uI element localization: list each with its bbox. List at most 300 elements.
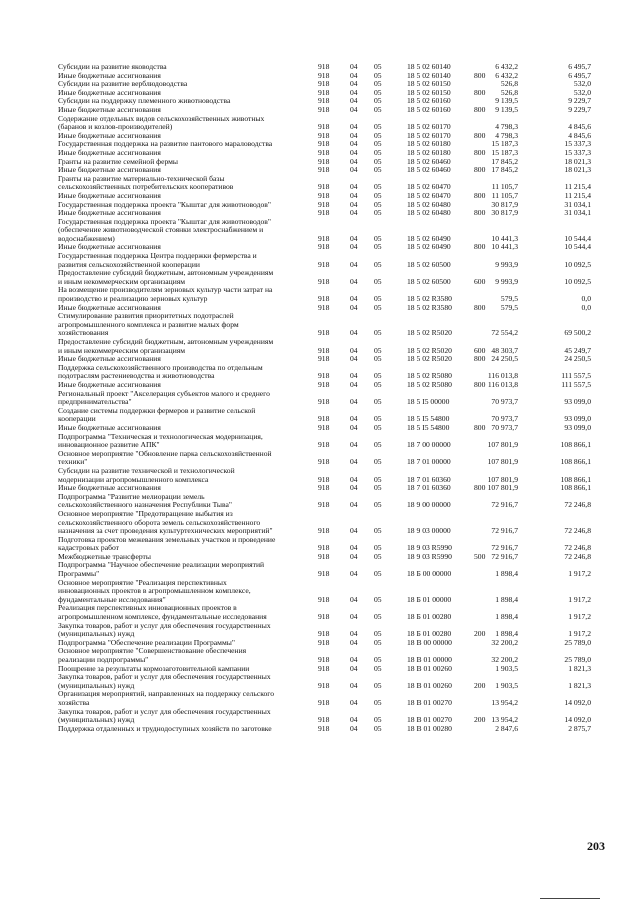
amount-year2-cell: 10 092,5 [564,276,591,286]
admin-code-cell: 918 [318,345,330,355]
section-code-cell: 04 [350,302,358,312]
amount-year2-cell: 93 099,0 [564,414,591,424]
target-article-cell: 18 5 02 60160 [407,96,451,106]
amount-year2-cell: 111 557,5 [561,380,591,389]
amount-year1-cell: 116 013,8 [487,371,518,381]
admin-code-cell: 918 [318,414,330,424]
section-code-cell: 04 [350,294,358,304]
expense-type-cell: 800 [474,380,486,389]
subsection-code-cell: 05 [374,440,382,450]
admin-code-cell: 918 [318,208,330,218]
amount-year1-cell: 72 554,2 [491,328,518,338]
amount-year2-cell: 69 500,2 [564,328,591,338]
amount-year2-cell: 532,0 [573,87,591,97]
amount-year1-cell: 15 187,3 [491,147,518,157]
target-article-cell: 18 В 01 00270 [407,715,452,725]
table-row [0,493,639,510]
target-article-cell: 18 5 02 R3580 [407,294,452,304]
subsection-code-cell: 05 [374,345,382,355]
subsection-code-cell: 05 [374,483,382,493]
amount-year1-cell: 32 200,2 [491,637,518,647]
expense-type-cell: 800 [474,130,486,140]
amount-year2-cell: 14 092,0 [564,715,591,725]
subsection-code-cell: 05 [374,328,382,338]
item-name-cell: Иные бюджетные ассигнования [58,147,161,157]
amount-year2-cell: 4 845,6 [568,130,591,140]
amount-year2-cell: 108 866,1 [560,483,591,493]
expense-type-cell: 800 [474,242,486,252]
table-row [0,510,639,536]
target-article-cell: 18 9 03 R5990 [407,543,452,553]
admin-code-cell: 918 [318,594,330,604]
item-name-cell: Создание системы поддержки фермеров и развитие сельской кооперации [58,405,256,424]
admin-code-cell: 918 [318,551,330,561]
subsection-code-cell: 05 [374,199,382,209]
item-name-cell: Иные бюджетные ассигнования [58,422,161,432]
table-row [0,536,639,553]
amount-year1-cell: 70 973,7 [491,422,518,432]
amount-year2-cell: 93 099,0 [564,397,591,407]
target-article-cell: 18 5 02 60490 [407,233,451,243]
subsection-code-cell: 05 [374,87,382,97]
target-article-cell: 18 В 01 00280 [407,723,452,733]
item-name-cell: Государственная поддержка на развитие пантового мараловодства [58,139,273,149]
subsection-code-cell: 05 [374,629,382,639]
subsection-code-cell: 05 [374,208,382,218]
subsection-code-cell: 05 [374,551,382,561]
amount-year1-cell: 9 993,9 [495,276,518,286]
target-article-cell: 18 7 01 60360 [407,474,451,484]
table-row [0,725,639,734]
amount-year2-cell: 9 229,7 [568,96,591,106]
section-code-cell: 04 [350,663,358,673]
admin-code-cell: 918 [318,380,330,389]
admin-code-cell: 918 [318,680,330,690]
expense-type-cell: 200 [474,715,486,725]
amount-year2-cell: 0,0 [581,302,591,312]
target-article-cell: 18 9 03 R5990 [407,551,452,561]
subsection-code-cell: 05 [374,380,382,389]
amount-year2-cell: 111 557,5 [561,371,591,381]
subsection-code-cell: 05 [374,474,382,484]
amount-year1-cell: 32 200,2 [491,655,518,665]
section-code-cell: 04 [350,474,358,484]
section-code-cell: 04 [350,208,358,218]
target-article-cell: 18 В 00 00000 [407,637,452,647]
admin-code-cell: 918 [318,723,330,733]
subsection-code-cell: 05 [374,139,382,149]
subsection-code-cell: 05 [374,612,382,622]
subsection-code-cell: 05 [374,715,382,725]
target-article-cell: 18 Б 01 00280 [407,612,452,622]
amount-year1-cell: 17 845,2 [491,156,518,166]
item-name-cell: Государственная поддержка проекта "Кыштаг для животноводов" [58,199,271,209]
target-article-cell: 18 5 02 R5020 [407,328,452,338]
amount-year1-cell: 13 954,2 [491,715,518,725]
target-article-cell: 18 5 02 R5020 [407,345,452,355]
item-name-cell: Иные бюджетные ассигнования [58,104,161,114]
target-article-cell: 18 В 01 00260 [407,663,452,673]
section-code-cell: 04 [350,276,358,286]
amount-year2-cell: 1 917,2 [568,612,591,622]
section-code-cell: 04 [350,371,358,381]
admin-code-cell: 918 [318,500,330,510]
subsection-code-cell: 05 [374,294,382,304]
target-article-cell: 18 9 00 00000 [407,500,451,510]
subsection-code-cell: 05 [374,276,382,286]
amount-year2-cell: 4 845,6 [568,122,591,132]
item-name-cell: Поощрение за результаты кормозаготовительной кампании [58,663,250,673]
amount-year1-cell: 10 441,3 [491,242,518,252]
item-name-cell: Субсидии на развитие технической и технологической модернизации агропромышленного комплекса [58,465,235,484]
amount-year2-cell: 1 821,3 [568,663,591,673]
amount-year1-cell: 6 432,2 [495,62,518,71]
target-article-cell: 18 5 I5 54800 [407,422,450,432]
amount-year2-cell: 1 917,2 [568,594,591,604]
target-article-cell: 18 5 02 60180 [407,139,451,149]
table-row [0,673,639,690]
section-code-cell: 04 [350,139,358,149]
section-code-cell: 04 [350,104,358,114]
section-code-cell: 04 [350,233,358,243]
item-name-cell: Иные бюджетные ассигнования [58,130,161,140]
subsection-code-cell: 05 [374,371,382,381]
amount-year1-cell: 10 441,3 [491,233,518,243]
item-name-cell: Государственная поддержка Центра поддержки фермерства и развития сельскохозяйственной кооперации [58,251,257,269]
table-row [0,708,639,725]
admin-code-cell: 918 [318,130,330,140]
amount-year2-cell: 2 875,7 [568,723,591,733]
amount-year2-cell: 1 917,2 [568,629,591,639]
amount-year2-cell: 6 495,7 [568,70,591,80]
target-article-cell: 18 5 02 R5080 [407,371,452,381]
item-name-cell: Основное мероприятие "Предотвращение выбытия из сельскохозяйственного оборота земель сельскохозяйственного назначения за счет проведения культуртехнических мероприятий" [58,508,273,536]
amount-year1-cell: 1 903,5 [495,680,518,690]
item-name-cell: Основное мероприятие "Совершенствование обеспечения реализации подпрограммы" [58,646,247,665]
admin-code-cell: 918 [318,440,330,450]
section-code-cell: 04 [350,594,358,604]
item-name-cell: Межбюджетные трансферты [58,551,151,561]
item-name-cell: Поддержка отдаленных и труднодоступных хозяйств по заготовке [58,723,272,733]
subsection-code-cell: 05 [374,190,382,200]
subsection-code-cell: 05 [374,663,382,673]
amount-year2-cell: 11 215,4 [564,182,591,192]
subsection-code-cell: 05 [374,147,382,157]
section-code-cell: 04 [350,328,358,338]
amount-year2-cell: 72 246,8 [564,551,591,561]
amount-year2-cell: 1 917,2 [568,569,591,579]
subsection-code-cell: 05 [374,122,382,132]
target-article-cell: 18 5 02 60150 [407,79,451,89]
section-code-cell: 04 [350,156,358,166]
subsection-code-cell: 05 [374,96,382,106]
admin-code-cell: 918 [318,104,330,114]
admin-code-cell: 918 [318,483,330,493]
amount-year2-cell: 24 250,5 [564,354,591,364]
target-article-cell: 18 5 02 60170 [407,122,451,132]
item-name-cell: Иные бюджетные ассигнования [58,354,161,364]
table-row [0,622,639,639]
amount-year1-cell: 72 916,7 [491,543,518,553]
target-article-cell: 18 5 02 60140 [407,62,451,71]
item-name-cell: Иные бюджетные ассигнования [58,165,161,175]
amount-year1-cell: 72 916,7 [491,500,518,510]
item-name-cell: Стимулирование развития приоритетных подотраслей агропромышленного комплекса и развитие малых форм хозяйствования [58,311,239,338]
target-article-cell: 18 Б 00 00000 [407,569,452,579]
expense-type-cell: 800 [474,87,486,97]
amount-year1-cell: 30 817,9 [491,208,518,218]
expense-type-cell: 800 [474,165,486,175]
admin-code-cell: 918 [318,233,330,243]
amount-year2-cell: 25 789,0 [564,637,591,647]
item-name-cell: Субсидии на развитие верблюдоводства [58,79,188,89]
target-article-cell: 18 5 02 60460 [407,156,451,166]
amount-year1-cell: 48 303,7 [491,345,518,355]
expense-type-cell: 200 [474,629,486,639]
item-name-cell: Субсидии на поддержку племенного животноводства [58,96,231,106]
target-article-cell: 18 5 02 60180 [407,147,451,157]
admin-code-cell: 918 [318,242,330,252]
section-code-cell: 04 [350,422,358,432]
admin-code-cell: 918 [318,612,330,622]
table-row [0,604,639,621]
subsection-code-cell: 05 [374,165,382,175]
expense-type-cell: 600 [474,345,486,355]
subsection-code-cell: 05 [374,543,382,553]
admin-code-cell: 918 [318,663,330,673]
amount-year2-cell: 11 215,4 [564,190,591,200]
admin-code-cell: 918 [318,698,330,707]
admin-code-cell: 918 [318,457,330,467]
admin-code-cell: 918 [318,715,330,725]
admin-code-cell: 918 [318,165,330,175]
admin-code-cell: 918 [318,79,330,89]
target-article-cell: 18 В 01 00000 [407,655,452,665]
amount-year1-cell: 579,5 [500,294,518,304]
item-name-cell: Подготовка проектов межевания земельных участков и проведение кадастровых работ [58,534,276,553]
admin-code-cell: 918 [318,70,330,80]
section-code-cell: 04 [350,87,358,97]
amount-year1-cell: 9 139,5 [495,96,518,106]
item-name-cell: Организация мероприятий, направленных на поддержку сельского хозяйства [58,689,275,707]
amount-year2-cell: 0,0 [581,294,591,304]
expense-type-cell: 800 [474,354,486,364]
section-code-cell: 04 [350,551,358,561]
admin-code-cell: 918 [318,655,330,665]
item-name-cell: Иные бюджетные ассигнования [58,70,161,80]
item-name-cell: Основное мероприятие "Реализация перспективных инновационных проектов в агропромышленном комплексе, фундаментальные исследования" [58,577,251,604]
subsection-code-cell: 05 [374,655,382,665]
table-row [0,175,639,192]
amount-year2-cell: 108 866,1 [560,474,591,484]
subsection-code-cell: 05 [374,526,382,536]
target-article-cell: 18 5 02 60500 [407,276,451,286]
table-row [0,286,639,303]
table-row [0,647,639,664]
item-name-cell: Иные бюджетные ассигнования [58,380,161,389]
section-code-cell: 04 [350,680,358,690]
target-article-cell: 18 5 02 60480 [407,199,451,209]
table-row [0,433,639,450]
target-article-cell: 18 5 02 R5080 [407,380,452,389]
amount-year1-cell: 24 250,5 [491,354,518,364]
admin-code-cell: 918 [318,637,330,647]
amount-year1-cell: 11 105,7 [491,182,518,192]
section-code-cell: 04 [350,190,358,200]
admin-code-cell: 918 [318,543,330,553]
item-name-cell: Закупка товаров, работ и услуг для обеспечения государственных (муниципальных) нужд [58,672,271,690]
item-name-cell: Предоставление субсидий бюджетным, автономным учреждениям и иным некоммерческим организациям [58,337,274,355]
target-article-cell: 18 7 01 60360 [407,483,451,493]
expense-type-cell: 500 [474,551,486,561]
amount-year1-cell: 13 954,2 [491,698,518,707]
table-row [0,579,639,605]
footer-rule [540,898,600,899]
subsection-code-cell: 05 [374,62,382,71]
expense-type-cell: 800 [474,147,486,157]
subsection-code-cell: 05 [374,637,382,647]
amount-year2-cell: 18 021,3 [564,165,591,175]
item-name-cell: Основное мероприятие "Обновление парка сельскохозяйственной техники" [58,448,272,467]
section-code-cell: 04 [350,698,358,707]
section-code-cell: 04 [350,70,358,80]
section-code-cell: 04 [350,345,358,355]
table-row [0,690,639,707]
subsection-code-cell: 05 [374,500,382,510]
table-row [0,252,639,269]
target-article-cell: 18 5 02 60480 [407,208,451,218]
item-name-cell: На возмещение производителям зерновых культур части затрат на производство и реализацию зерновых культур [58,285,273,304]
amount-year1-cell: 6 432,2 [495,70,518,80]
table-row [0,390,639,407]
admin-code-cell: 918 [318,199,330,209]
section-code-cell: 04 [350,380,358,389]
section-code-cell: 04 [350,440,358,450]
amount-year1-cell: 107 801,9 [487,483,518,493]
amount-year2-cell: 6 495,7 [568,62,591,71]
amount-year1-cell: 116 013,8 [487,380,518,389]
subsection-code-cell: 05 [374,242,382,252]
amount-year1-cell: 1 898,4 [495,569,518,579]
section-code-cell: 04 [350,526,358,536]
item-name-cell: Поддержка сельскохозяйственного производства по отдельным подотраслям растениеводства и животноводства [58,362,263,381]
amount-year1-cell: 1 898,4 [495,629,518,639]
admin-code-cell: 918 [318,354,330,364]
item-name-cell: Иные бюджетные ассигнования [58,302,161,312]
subsection-code-cell: 05 [374,130,382,140]
amount-year1-cell: 1 898,4 [495,594,518,604]
target-article-cell: 18 5 02 60160 [407,104,451,114]
table-row [0,364,639,381]
amount-year1-cell: 579,5 [500,302,518,312]
section-code-cell: 04 [350,199,358,209]
amount-year2-cell: 15 337,3 [564,147,591,157]
subsection-code-cell: 05 [374,354,382,364]
expense-type-cell: 800 [474,70,486,80]
section-code-cell: 04 [350,354,358,364]
amount-year2-cell: 108 866,1 [560,457,591,467]
target-article-cell: 18 5 02 60470 [407,190,451,200]
amount-year1-cell: 9 993,9 [495,259,518,269]
subsection-code-cell: 05 [374,698,382,707]
amount-year2-cell: 93 099,0 [564,422,591,432]
amount-year1-cell: 2 847,6 [495,723,518,733]
amount-year1-cell: 70 973,7 [491,397,518,407]
section-code-cell: 04 [350,79,358,89]
amount-year2-cell: 31 034,1 [564,208,591,218]
budget-table [0,63,639,733]
section-code-cell: 04 [350,96,358,106]
section-code-cell: 04 [350,397,358,407]
item-name-cell: Подпрограмма "Развитие мелиорации земель сельскохозяйственного назначения Республики Тыва" [58,491,232,510]
item-name-cell: Региональный проект "Акселерация субъектов малого и среднего предпринимательства" [58,388,270,407]
item-name-cell: Иные бюджетные ассигнования [58,242,161,252]
amount-year2-cell: 14 092,0 [564,698,591,707]
admin-code-cell: 918 [318,156,330,166]
target-article-cell: 18 9 03 00000 [407,526,451,536]
item-name-cell: Гранты на развитие семейной фермы [58,156,179,166]
section-code-cell: 04 [350,457,358,467]
amount-year1-cell: 72 916,7 [491,551,518,561]
table-row [0,467,639,484]
item-name-cell: Подпрограмма "Техническая и технологическая модернизация, инновационное развитие АПК" [58,431,263,450]
target-article-cell: 18 5 02 60170 [407,130,451,140]
section-code-cell: 04 [350,543,358,553]
section-code-cell: 04 [350,122,358,132]
amount-year1-cell: 70 973,7 [491,414,518,424]
subsection-code-cell: 05 [374,594,382,604]
target-article-cell: 18 5 02 60500 [407,259,451,269]
target-article-cell: 18 5 02 60490 [407,242,451,252]
admin-code-cell: 918 [318,96,330,106]
admin-code-cell: 918 [318,294,330,304]
item-name-cell: Закупка товаров, работ и услуг для обеспечения государственных (муниципальных) нужд [58,620,271,639]
table-row [0,450,639,467]
admin-code-cell: 918 [318,190,330,200]
target-article-cell: 18 5 02 60460 [407,165,451,175]
amount-year1-cell: 107 801,9 [487,457,518,467]
subsection-code-cell: 05 [374,680,382,690]
amount-year2-cell: 18 021,3 [564,156,591,166]
section-code-cell: 04 [350,147,358,157]
admin-code-cell: 918 [318,139,330,149]
subsection-code-cell: 05 [374,233,382,243]
expense-type-cell: 800 [474,302,486,312]
section-code-cell: 04 [350,612,358,622]
admin-code-cell: 918 [318,122,330,132]
section-code-cell: 04 [350,414,358,424]
amount-year1-cell: 30 817,9 [491,199,518,209]
amount-year2-cell: 45 249,7 [564,345,591,355]
subsection-code-cell: 05 [374,156,382,166]
item-name-cell: Иные бюджетные ассигнования [58,483,161,493]
section-code-cell: 04 [350,500,358,510]
expense-type-cell: 200 [474,680,486,690]
expense-type-cell: 600 [474,276,486,286]
amount-year2-cell: 10 544,4 [564,242,591,252]
table-row [0,312,639,338]
amount-year2-cell: 532,0 [573,79,591,89]
section-code-cell: 04 [350,569,358,579]
amount-year1-cell: 107 801,9 [487,474,518,484]
amount-year2-cell: 108 866,1 [560,440,591,450]
amount-year1-cell: 1 898,4 [495,612,518,622]
admin-code-cell: 918 [318,87,330,97]
section-code-cell: 04 [350,182,358,192]
amount-year1-cell: 9 139,5 [495,104,518,114]
expense-type-cell: 800 [474,104,486,114]
target-article-cell: 18 В 01 00260 [407,680,452,690]
